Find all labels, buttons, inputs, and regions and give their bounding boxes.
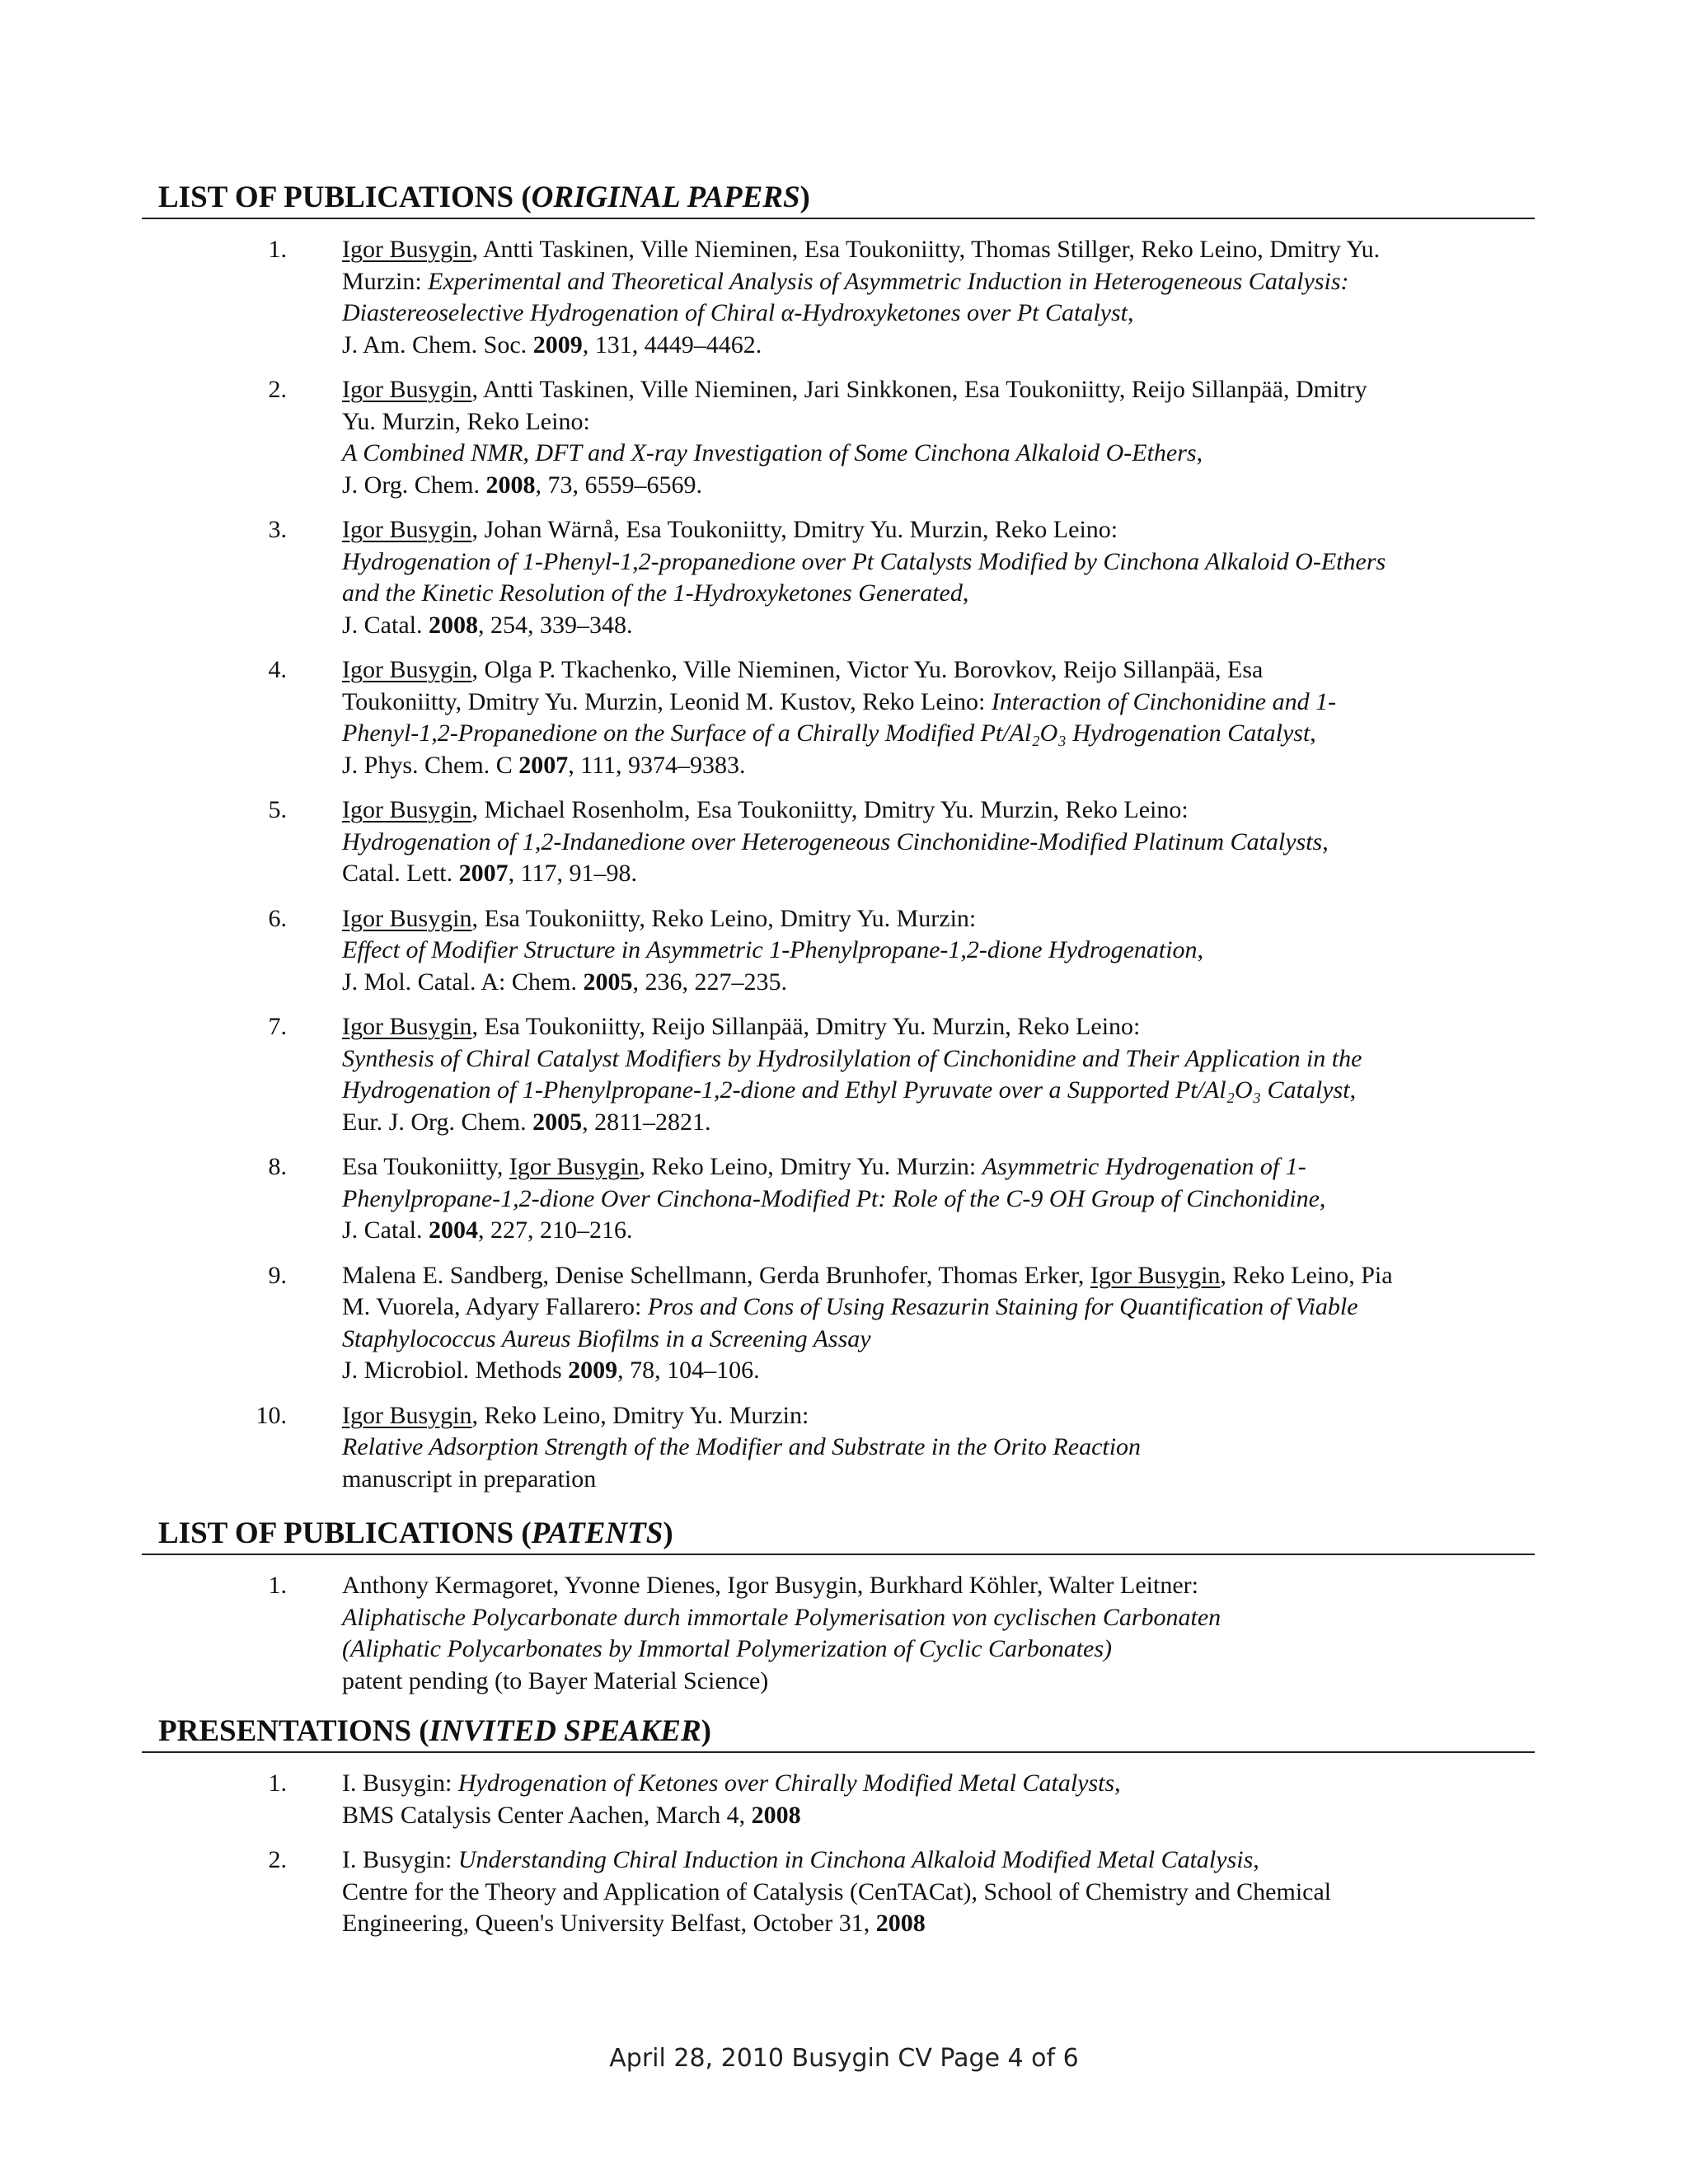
citation-line — [342, 1908, 1535, 1940]
citation-line — [342, 935, 1535, 967]
list-item — [142, 1400, 1535, 1496]
year-text: 2008 — [485, 471, 536, 499]
citation-line — [342, 1602, 1535, 1634]
author-highlight: Igor Busygin — [342, 1013, 472, 1040]
item-citation — [342, 1011, 1535, 1138]
item-citation — [342, 1260, 1535, 1387]
text-segment: , Antti Taskinen, Ville Nieminen, Jari Sinkkonen, Esa Toukoniitty, Reijo Sillanpää, Dmitry — [471, 376, 1367, 403]
section-original-papers — [142, 180, 1535, 1508]
section-patents — [142, 1516, 1535, 1710]
list-item — [142, 514, 1535, 641]
author-highlight: Igor Busygin — [342, 796, 472, 823]
text-segment: , 117, 91–98. — [508, 860, 638, 887]
citation-line — [342, 1215, 1535, 1247]
text-segment: patent pending (to Bayer Material Science) — [342, 1666, 769, 1694]
item-number: 4. — [268, 656, 287, 683]
list-item — [142, 794, 1535, 890]
text-segment: , Olga P. Tkachenko, Ville Nieminen, Victor Yu. Borovkov, Reijo Sillanpää, Esa — [471, 656, 1264, 683]
item-number: 1. — [268, 236, 287, 263]
title-text: Asymmetric Hydrogenation of 1- — [982, 1153, 1306, 1180]
citation-line — [342, 470, 1535, 502]
item-citation — [342, 514, 1535, 641]
text-segment: , — [1196, 439, 1203, 466]
text-segment: , — [1197, 936, 1204, 963]
item-citation — [342, 1400, 1535, 1496]
text-segment: J. Phys. Chem. C — [342, 751, 519, 779]
citation-line — [342, 1151, 1535, 1183]
item-number: 8. — [268, 1153, 287, 1180]
text-segment: I. Busygin: — [342, 1769, 458, 1797]
list-item — [142, 1151, 1535, 1247]
text-segment: , 254, 339–348. — [478, 611, 633, 639]
year-text: 2008 — [429, 611, 478, 639]
citation-line — [342, 858, 1535, 890]
citation-line — [342, 1355, 1535, 1387]
item-citation — [342, 1151, 1535, 1247]
text-segment: , Reko Leino, Dmitry Yu. Murzin: — [639, 1153, 982, 1180]
text-segment: J. Am. Chem. Soc. — [342, 330, 533, 359]
list-item — [142, 1011, 1535, 1138]
item-citation — [342, 234, 1535, 361]
title-text: Staphylococcus Aureus Biofilms in a Screening Assay — [342, 1324, 871, 1352]
text-segment: Esa Toukoniitty, — [342, 1153, 509, 1180]
list-item — [142, 234, 1535, 361]
title-text: Experimental and Theoretical Analysis of Asymmetric Induction in Heterogeneous Catalysis: — [428, 267, 1349, 295]
citation-line — [342, 654, 1535, 687]
title-text: Synthesis of Chiral Catalyst Modifiers by Hydrosilylation of Cinchonidine and Their Application in the — [342, 1044, 1362, 1072]
patent-list — [142, 1570, 1535, 1697]
title-text: Aliphatische Polycarbonate durch immortale Polymerisation von cyclischen Carbonaten — [342, 1603, 1221, 1631]
citation-line — [342, 234, 1535, 266]
item-citation — [342, 794, 1535, 890]
item-citation — [342, 374, 1535, 501]
title-text: Understanding Chiral Induction in Cinchona Alkaloid Modified Metal Catalysis — [457, 1846, 1254, 1873]
citation-line — [342, 438, 1535, 470]
text-segment: , Antti Taskinen, Ville Nieminen, Esa Toukoniitty, Thomas Stillger, Reko Leino, Dmitry Yu. — [471, 236, 1381, 263]
text-segment: Catal. Lett. — [342, 860, 459, 887]
section-title: LIST OF PUBLICATIONS (ORIGINAL PAPERS) — [142, 180, 1535, 219]
title-text: Effect of Modifier Structure in Asymmetric 1-Phenylpropane-1,2-dione Hydrogenation — [342, 936, 1198, 963]
text-segment: , Reko Leino, Dmitry Yu. Murzin: — [471, 1401, 809, 1429]
citation-line — [342, 1400, 1535, 1432]
citation-line — [342, 827, 1535, 859]
text-segment: I. Busygin: — [342, 1846, 458, 1873]
author-highlight: Igor Busygin — [342, 904, 472, 932]
citation-line — [342, 1570, 1535, 1602]
title-text: (Aliphatic Polycarbonates by Immortal Polymerization of Cyclic Carbonates) — [342, 1635, 1113, 1662]
title-text: Phenylpropane-1,2-dione Over Cinchona-Modified Pt: Role of the C-9 OH Group of Cinchonidine — [342, 1184, 1320, 1212]
section-title: LIST OF PUBLICATIONS (PATENTS) — [142, 1516, 1535, 1555]
item-number: 1. — [268, 1572, 287, 1599]
year-text: 2008 — [751, 1801, 801, 1829]
text-segment: Toukoniitty, Dmitry Yu. Murzin, Leonid M. Kustov, Reko Leino: — [342, 687, 992, 715]
author-highlight: Igor Busygin — [342, 376, 472, 403]
citation-line — [342, 1800, 1535, 1832]
citation-line — [342, 1666, 1535, 1698]
text-segment: Malena E. Sandberg, Denise Schellmann, Gerda Brunhofer, Thomas Erker, — [342, 1261, 1090, 1289]
text-segment: J. Catal. — [342, 1216, 429, 1244]
list-item — [142, 903, 1535, 999]
title-text: Diastereoselective Hydrogenation of Chiral α-Hydroxyketones over Pt Catalyst — [342, 299, 1128, 326]
text-segment: , Michael Rosenholm, Esa Toukoniitty, Dmitry Yu. Murzin, Reko Leino: — [471, 796, 1189, 823]
text-segment: , — [1349, 1076, 1357, 1104]
text-segment: BMS Catalysis Center Aachen, March 4, — [342, 1801, 752, 1829]
item-number: 9. — [268, 1261, 287, 1289]
item-citation — [342, 654, 1535, 781]
text-segment: , 236, 227–235. — [632, 968, 787, 996]
item-number: 1. — [268, 1769, 287, 1797]
citation-line — [342, 1768, 1535, 1800]
citation-line — [342, 330, 1535, 362]
presentation-list — [142, 1768, 1535, 1940]
citation-line — [342, 1464, 1535, 1496]
item-number: 5. — [268, 796, 287, 823]
citation-line — [342, 1043, 1535, 1076]
list-item — [142, 1768, 1535, 1831]
title-text: Hydrogenation of 1-Phenyl-1,2-propanedione over Pt Catalysts Modified by Cinchona Alkaloid O-Ethers — [342, 547, 1386, 575]
text-segment: Yu. Murzin, Reko Leino: — [342, 407, 590, 435]
text-segment: , — [1128, 299, 1134, 326]
year-text: 2007 — [518, 751, 569, 779]
year-text: 2008 — [875, 1910, 926, 1937]
item-citation — [342, 1570, 1535, 1697]
year-text: 2009 — [568, 1357, 618, 1384]
citation-line — [342, 1260, 1535, 1292]
citation-line — [342, 374, 1535, 406]
author-highlight: Igor Busygin — [342, 1401, 472, 1429]
title-text: Interaction of Cinchonidine and 1- — [991, 687, 1337, 715]
citation-line — [342, 298, 1535, 330]
list-item — [142, 1260, 1535, 1387]
citation-line — [342, 1844, 1535, 1877]
text-segment: J. Microbiol. Methods — [342, 1357, 569, 1384]
author-highlight: Igor Busygin — [342, 516, 472, 543]
citation-line — [342, 1075, 1535, 1107]
citation-line — [342, 750, 1535, 782]
author-highlight: Igor Busygin — [509, 1153, 640, 1180]
list-item — [142, 374, 1535, 501]
text-segment: , — [1310, 719, 1316, 747]
item-number: 2. — [268, 1846, 287, 1873]
list-item — [142, 1570, 1535, 1697]
item-citation — [342, 1844, 1535, 1940]
year-text: 2005 — [583, 968, 633, 996]
text-segment: , — [962, 579, 969, 607]
citation-line — [342, 266, 1535, 298]
author-highlight: Igor Busygin — [1090, 1261, 1221, 1289]
year-text: 2007 — [458, 860, 509, 887]
citation-line — [342, 1324, 1535, 1356]
text-segment: , 227, 210–216. — [478, 1216, 633, 1244]
title-text: Pros and Cons of Using Resazurin Staining for Quantification of Viable — [647, 1293, 1358, 1320]
text-segment: Murzin: — [342, 267, 429, 295]
text-segment: Eur. J. Org. Chem. — [342, 1108, 533, 1136]
text-segment: , 78, 104–106. — [617, 1357, 760, 1384]
text-segment: , — [1253, 1846, 1259, 1873]
citation-line — [342, 610, 1535, 642]
citation-line — [342, 687, 1535, 719]
citation-line — [342, 578, 1535, 610]
item-number: 7. — [268, 1013, 287, 1040]
section-presentations — [142, 1713, 1535, 1953]
title-text: Hydrogenation of Ketones over Chirally Modified Metal Catalysts — [457, 1769, 1115, 1797]
text-segment: , Esa Toukoniitty, Reko Leino, Dmitry Yu. Murzin: — [471, 904, 977, 932]
text-segment: , 73, 6559–6569. — [535, 471, 702, 499]
text-segment: , 131, 4449–4462. — [582, 330, 762, 359]
list-item — [142, 654, 1535, 781]
text-segment: manuscript in preparation — [342, 1465, 597, 1493]
publication-list — [142, 234, 1535, 1495]
text-segment: , 111, 9374–9383. — [568, 751, 746, 779]
item-number: 2. — [268, 376, 287, 403]
text-segment: Centre for the Theory and Application of Catalysis (CenTACat), School of Chemistry and Chemical — [342, 1877, 1332, 1905]
citation-line — [342, 1107, 1535, 1139]
text-segment: , — [1319, 1184, 1326, 1212]
text-segment: M. Vuorela, Adyary Fallarero: — [342, 1293, 648, 1320]
page-footer: April 28, 2010 Busygin CV Page 4 of 6 — [609, 2044, 1079, 2073]
title-text: Relative Adsorption Strength of the Modifier and Substrate in the Orito Reaction — [342, 1433, 1142, 1460]
item-number: 6. — [268, 904, 287, 932]
text-segment: J. Catal. — [342, 611, 429, 639]
citation-line — [342, 794, 1535, 827]
year-text: 2005 — [532, 1108, 583, 1136]
year-text: 2009 — [532, 330, 583, 359]
text-segment: , — [1322, 827, 1329, 855]
citation-line — [342, 1291, 1535, 1324]
author-highlight: Igor Busygin — [342, 656, 472, 683]
item-number: 10. — [256, 1401, 287, 1429]
section-title: PRESENTATIONS (INVITED SPEAKER) — [142, 1713, 1535, 1753]
item-number: 3. — [268, 516, 287, 543]
citation-line — [342, 967, 1535, 999]
text-segment: Anthony Kermagoret, Yvonne Dienes, Igor Busygin, Burkhard Köhler, Walter Leitner: — [342, 1572, 1198, 1599]
title-text: Hydrogenation of 1,2-Indanedione over Heterogeneous Cinchonidine-Modified Platinum Catalysts — [342, 827, 1323, 855]
list-item — [142, 1844, 1535, 1940]
citation-line — [342, 903, 1535, 935]
title-text: and the Kinetic Resolution of the 1-Hydroxyketones Generated — [342, 579, 963, 607]
text-segment: J. Mol. Catal. A: Chem. — [342, 968, 584, 996]
text-segment: Engineering, Queen's University Belfast, October 31, — [342, 1910, 876, 1937]
citation-line — [342, 718, 1535, 750]
text-segment: , 2811–2821. — [582, 1108, 711, 1136]
item-citation — [342, 1768, 1535, 1831]
text-segment: , Reko Leino, Pia — [1220, 1261, 1393, 1289]
title-text: A Combined NMR, DFT and X-ray Investigation of Some Cinchona Alkaloid O-Ethers — [342, 439, 1197, 466]
text-segment: , Johan Wärnå, Esa Toukoniitty, Dmitry Yu. Murzin, Reko Leino: — [471, 516, 1118, 543]
citation-line — [342, 406, 1535, 438]
citation-line — [342, 1011, 1535, 1043]
citation-line — [342, 1183, 1535, 1216]
citation-line — [342, 1633, 1535, 1666]
title-text: Hydrogenation of 1-Phenylpropane-1,2-dione and Ethyl Pyruvate over a Supported Pt/Al₂O₃ Catalyst — [342, 1076, 1350, 1104]
author-highlight: Igor Busygin — [342, 236, 472, 263]
citation-line — [342, 514, 1535, 546]
text-segment: J. Org. Chem. — [342, 471, 486, 499]
item-citation — [342, 903, 1535, 999]
text-segment: , — [1114, 1769, 1121, 1797]
citation-line — [342, 1432, 1535, 1464]
title-text: Phenyl-1,2-Propanedione on the Surface of a Chirally Modified Pt/Al₂O₃ Hydrogenation Catalyst — [342, 719, 1311, 747]
text-segment: , Esa Toukoniitty, Reijo Sillanpää, Dmitry Yu. Murzin, Reko Leino: — [471, 1013, 1141, 1040]
citation-line — [342, 546, 1535, 579]
year-text: 2004 — [429, 1216, 478, 1244]
citation-line — [342, 1877, 1535, 1909]
